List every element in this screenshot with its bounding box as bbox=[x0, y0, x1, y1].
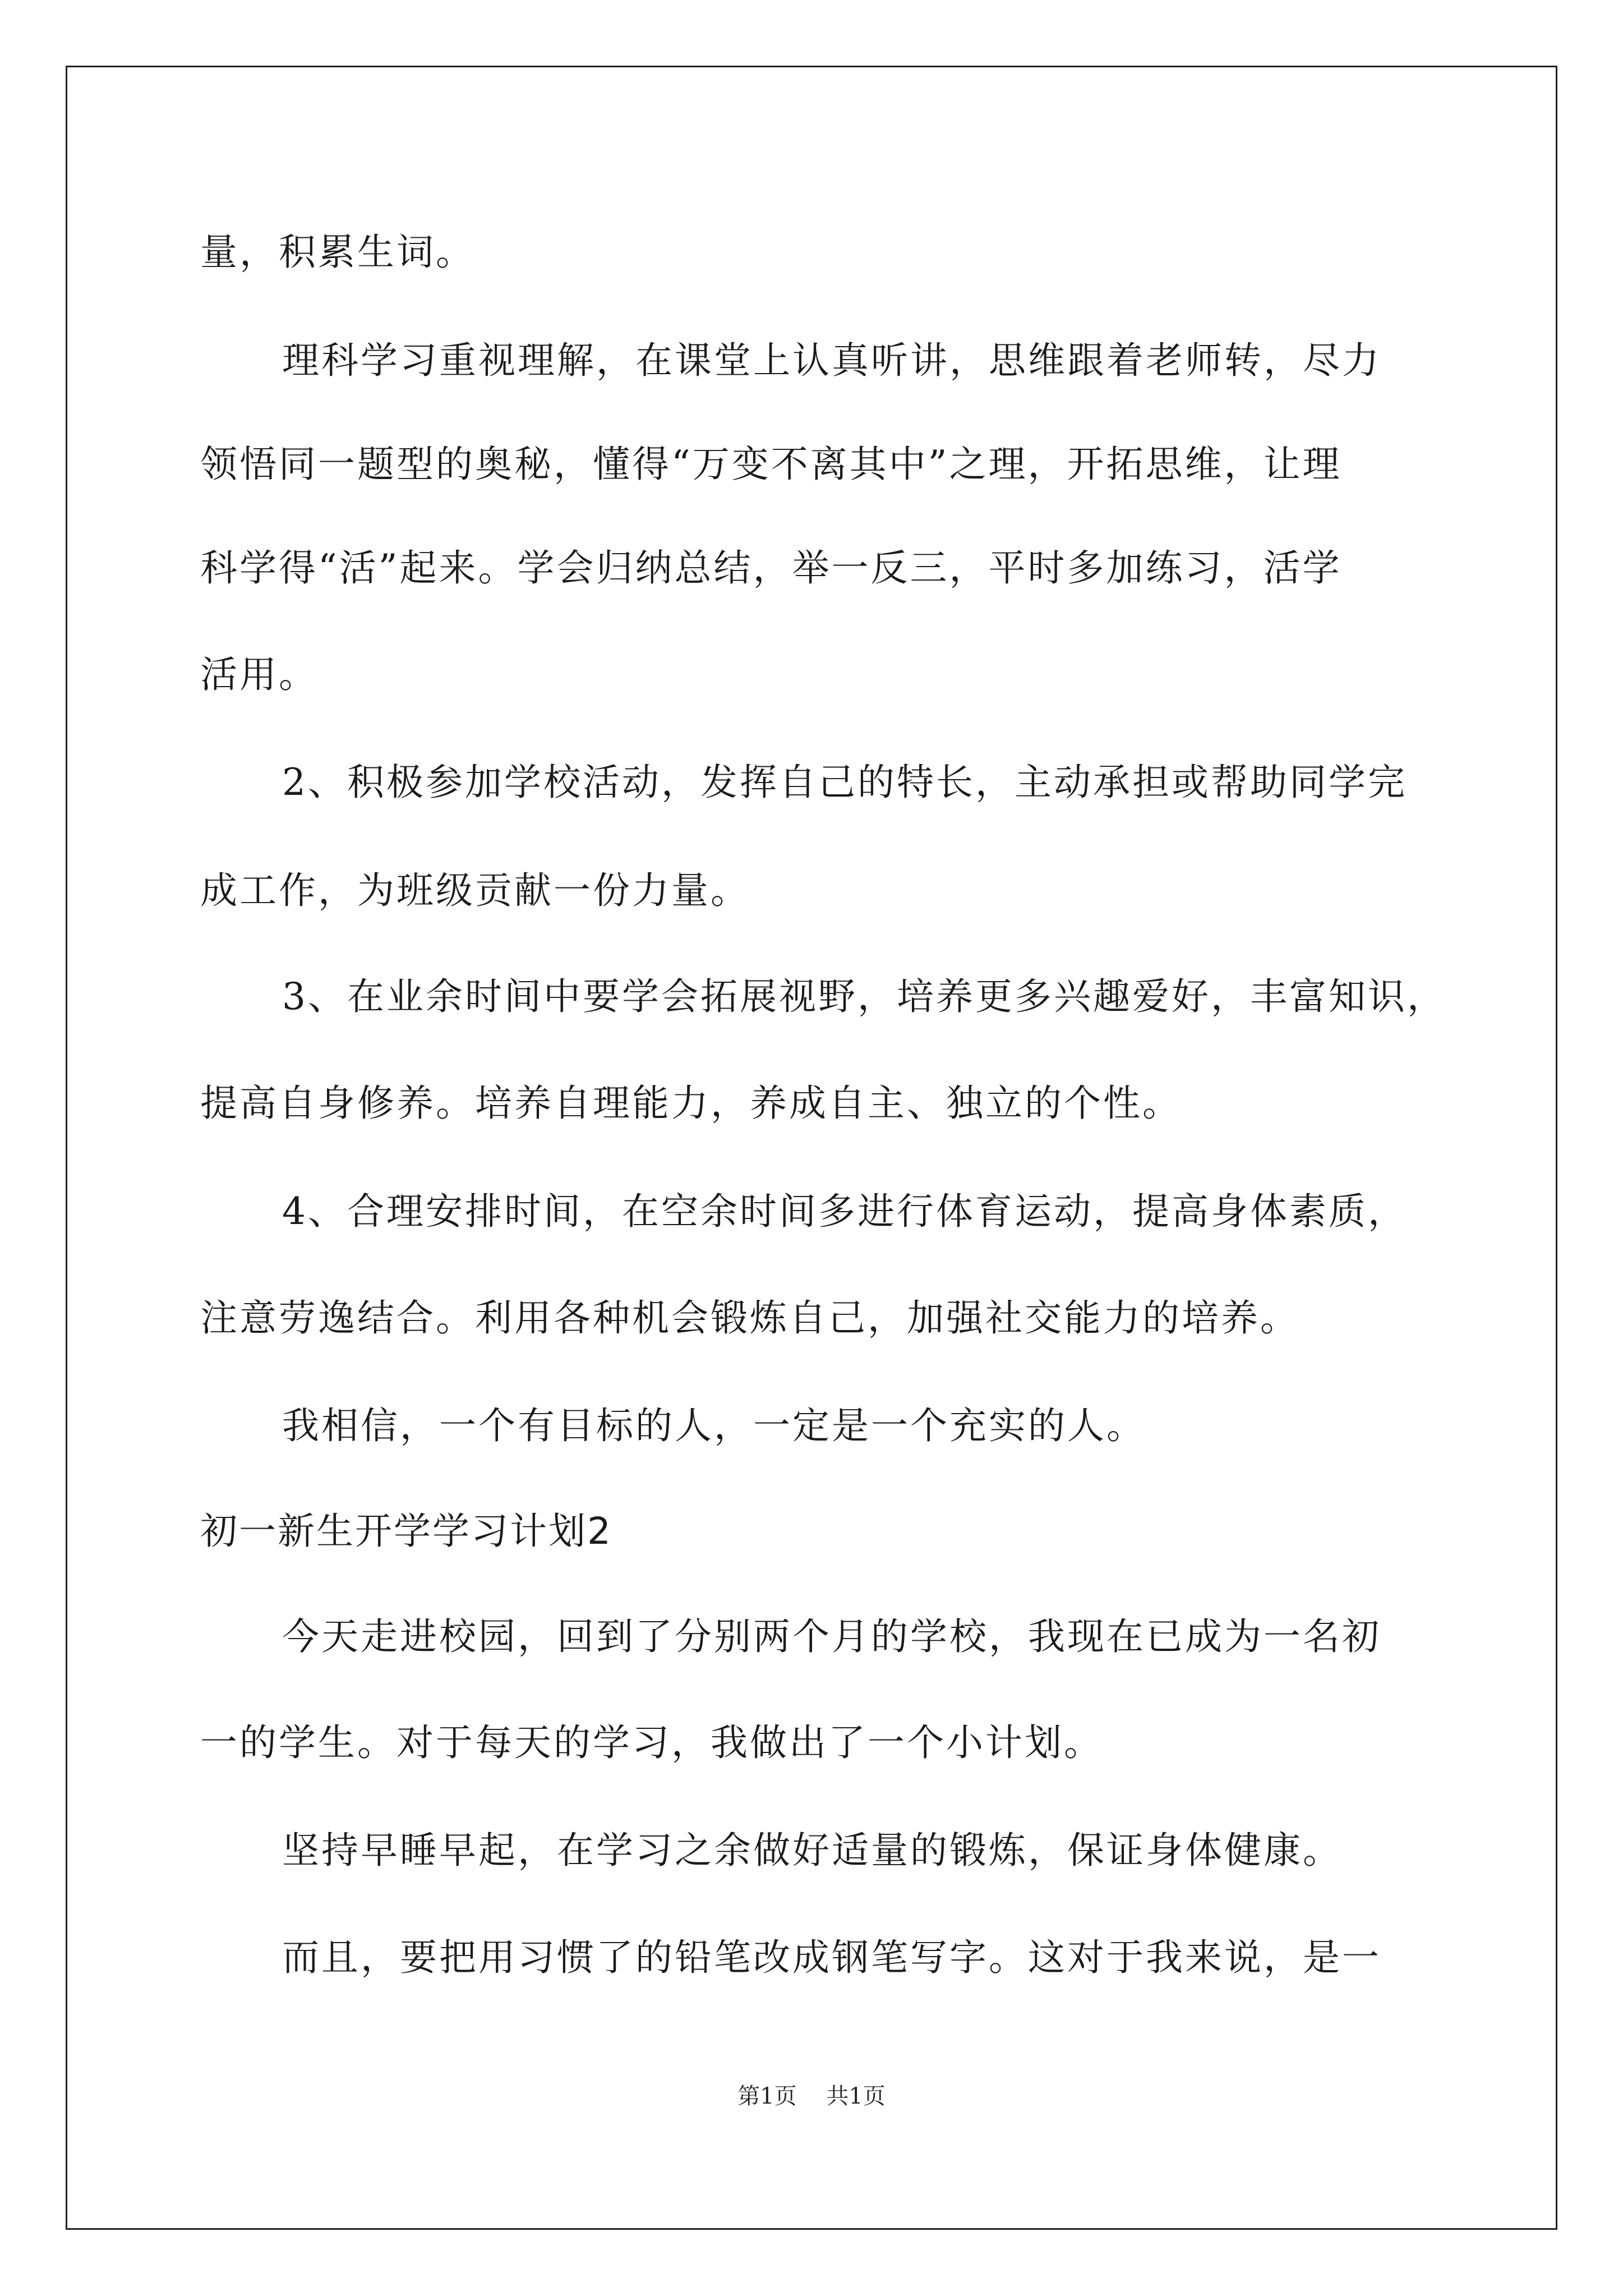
text-line: 提高自身修养。培养自理能力，养成自主、独立的个性。 bbox=[200, 1082, 1182, 1125]
page-footer bbox=[0, 2082, 1623, 2110]
page-number: 第1页 bbox=[737, 2083, 797, 2109]
text-line: 成工作，为班级贡献一份力量。 bbox=[200, 869, 750, 912]
paragraph-line: 理科学习重视理解，在课堂上认真听讲，思维跟着老师转，尽力 bbox=[282, 339, 1381, 382]
page-border bbox=[66, 66, 1557, 2230]
paragraph-line: 3、在业余时间中要学会拓展视野，培养更多兴趣爱好，丰富知识， bbox=[282, 975, 1446, 1018]
text-line: 注意劳逸结合。利用各种机会锻炼自己，加强社交能力的培养。 bbox=[200, 1296, 1299, 1340]
text-line: 量，积累生词。 bbox=[200, 231, 475, 274]
paragraph-line: 而且，要把用习惯了的铅笔改成钢笔写字。这对于我来说，是一 bbox=[282, 1936, 1381, 1979]
paragraph-line: 坚持早睡早起，在学习之余做好适量的锻炼，保证身体健康。 bbox=[282, 1829, 1342, 1872]
paragraph-line: 4、合理安排时间，在空余时间多进行体育运动，提高身体素质， bbox=[282, 1190, 1407, 1233]
paragraph-line: 我相信，一个有目标的人，一定是一个充实的人。 bbox=[282, 1404, 1146, 1447]
text-line: 领悟同一题型的奥秘，懂得“万变不离其中”之理，开拓思维，让理 bbox=[200, 443, 1342, 486]
paragraph-line: 今天走进校园，回到了分别两个月的学校，我现在已成为一名初 bbox=[282, 1615, 1381, 1658]
text-line: 科学得“活”起来。学会归纳总结，举一反三，平时多加练习，活学 bbox=[200, 546, 1342, 590]
text-line: 一的学生。对于每天的学习，我做出了一个小计划。 bbox=[200, 1721, 1103, 1764]
text-line: 活用。 bbox=[200, 653, 318, 696]
page-total: 共1页 bbox=[826, 2083, 886, 2109]
paragraph-line: 2、积极参加学校活动，发挥自己的特长，主动承担或帮助同学完 bbox=[282, 761, 1407, 804]
section-heading: 初一新生开学学习计划2 bbox=[200, 1510, 612, 1553]
